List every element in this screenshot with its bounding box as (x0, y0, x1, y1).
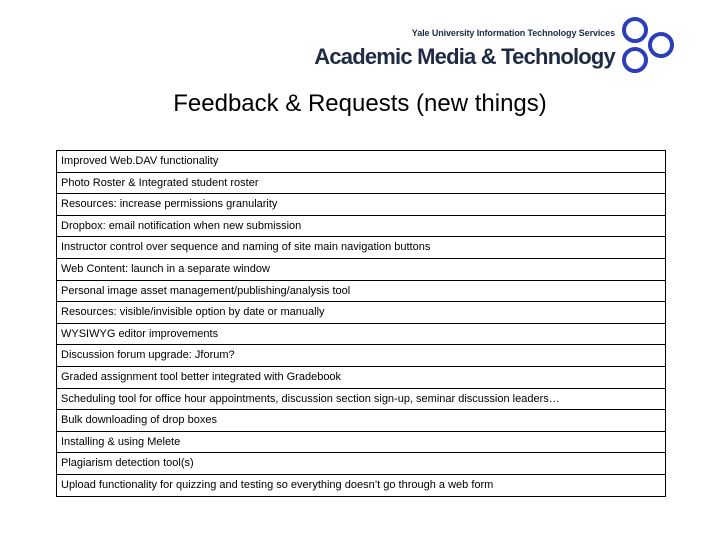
requests-table (56, 150, 666, 497)
table-row: Scheduling tool for office hour appointments, discussion section sign-up, seminar discussion leaders… (57, 389, 665, 411)
table-row: Graded assignment tool better integrated with Gradebook (57, 367, 665, 389)
table-row: Personal image asset management/publishing/analysis tool (57, 281, 665, 303)
table-row: Plagiarism detection tool(s) (57, 453, 665, 475)
table-row: Upload functionality for quizzing and testing so everything doesn’t go through a web form (57, 475, 665, 497)
table-row: Discussion forum upgrade: Jforum? (57, 345, 665, 367)
table-row: Photo Roster & Integrated student roster (57, 173, 665, 195)
table-row: Resources: visible/invisible option by date or manually (57, 302, 665, 324)
table-row: Bulk downloading of drop boxes (57, 410, 665, 432)
table-row: Web Content: launch in a separate window (57, 259, 665, 281)
table-row: Improved Web.DAV functionality (57, 151, 665, 173)
page-title: Feedback & Requests (new things) (173, 90, 547, 117)
logo-dept-name: Academic Media & Technology (314, 44, 615, 69)
logo-rings-icon (616, 14, 680, 76)
table-row: Instructor control over sequence and naming of site main navigation buttons (57, 237, 665, 259)
yale-amt-logo (314, 14, 710, 76)
table-row: Resources: increase permissions granularity (57, 194, 665, 216)
table-row: Installing & using Melete (57, 432, 665, 454)
logo-org-line: Yale University Information Technology Services (411, 28, 615, 38)
table-row: Dropbox: email notification when new submission (57, 216, 665, 238)
table-row: WYSIWYG editor improvements (57, 324, 665, 346)
